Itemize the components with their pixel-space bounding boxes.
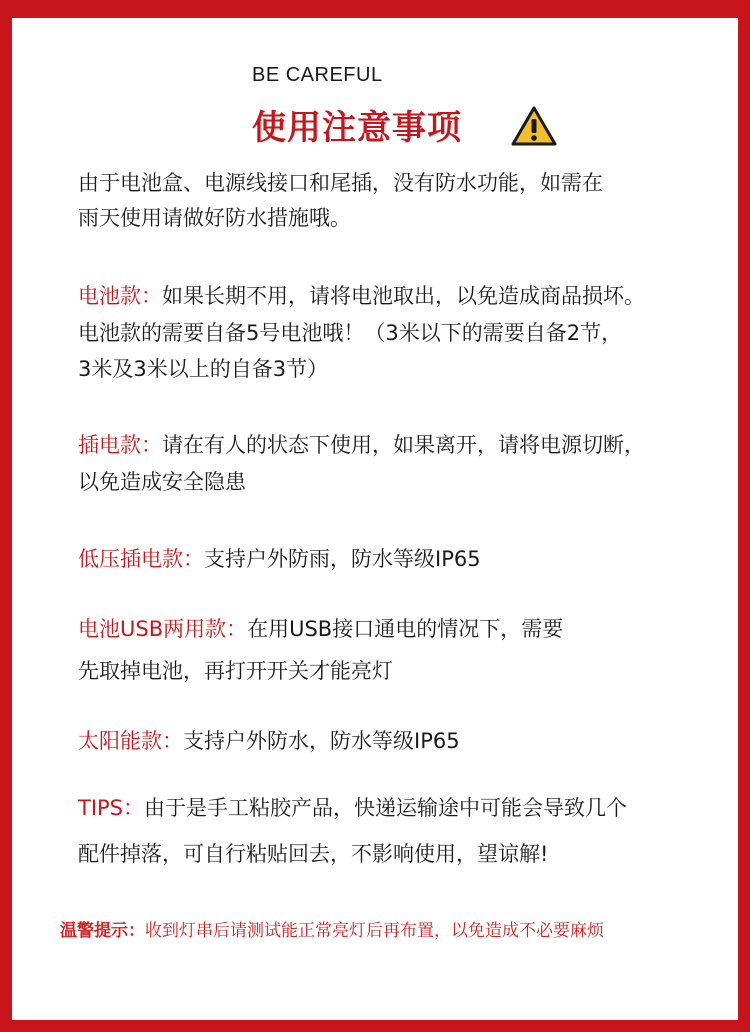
- solar-label: 太阳能款：: [78, 729, 183, 753]
- battery-text-1: 如果长期不用，请将电池取出，以免造成商品损坏。: [162, 284, 645, 308]
- battery-line-2: 电池款的需要自备5号电池哦！（3米以下的需要自备2节，: [78, 321, 623, 345]
- notice-card: [12, 18, 738, 1020]
- low-voltage-label: 低压插电款：: [78, 547, 204, 571]
- plug-text-1: 请在有人的状态下使用，如果离开，请将电源切断，: [162, 433, 645, 457]
- tips-label: TIPS：: [78, 796, 145, 820]
- low-voltage-text-1: 支持户外防雨，防水等级IP65: [204, 547, 481, 571]
- solar-line-1: [78, 728, 460, 754]
- battery-usb-text-1: 在用USB接口通电的情况下，需要: [247, 617, 564, 641]
- footer-label: 温警提示：: [60, 921, 145, 941]
- battery-line-3: 3米及3米以上的自备3节）: [78, 357, 329, 381]
- battery-line-1: [78, 283, 645, 309]
- plug-label: 插电款：: [78, 433, 162, 457]
- header-title: 使用注意事项: [252, 108, 462, 148]
- plug-line-1: [78, 432, 645, 458]
- warning-triangle-icon: [511, 106, 557, 146]
- intro-line-2: 雨天使用请做好防水措施哦。: [78, 206, 351, 230]
- header-english-title: BE CAREFUL: [252, 64, 383, 86]
- intro-line-1: 由于电池盒、电源线接口和尾插，没有防水功能，如需在: [78, 171, 603, 195]
- battery-usb-line-1: [78, 616, 563, 642]
- low-voltage-line-1: [78, 546, 481, 572]
- tips-text-1: 由于是手工粘胶产品，快递运输途中可能会导致几个: [144, 796, 628, 820]
- battery-usb-label: 电池USB两用款：: [78, 617, 248, 641]
- battery-label: 电池款：: [78, 284, 162, 308]
- tips-line-1: [78, 795, 627, 821]
- footer-notice: [60, 916, 604, 941]
- tips-line-2: 配件掉落，可自行粘贴回去，不影响使用，望谅解!: [78, 842, 549, 866]
- battery-usb-line-2: 先取掉电池，再打开开关才能亮灯: [78, 659, 393, 683]
- plug-line-2: 以免造成安全隐患: [78, 470, 246, 494]
- footer-text: 收到灯串后请测试能正常亮灯后再布置，以免造成不必要麻烦: [145, 921, 604, 941]
- solar-text-1: 支持户外防水，防水等级IP65: [183, 729, 460, 753]
